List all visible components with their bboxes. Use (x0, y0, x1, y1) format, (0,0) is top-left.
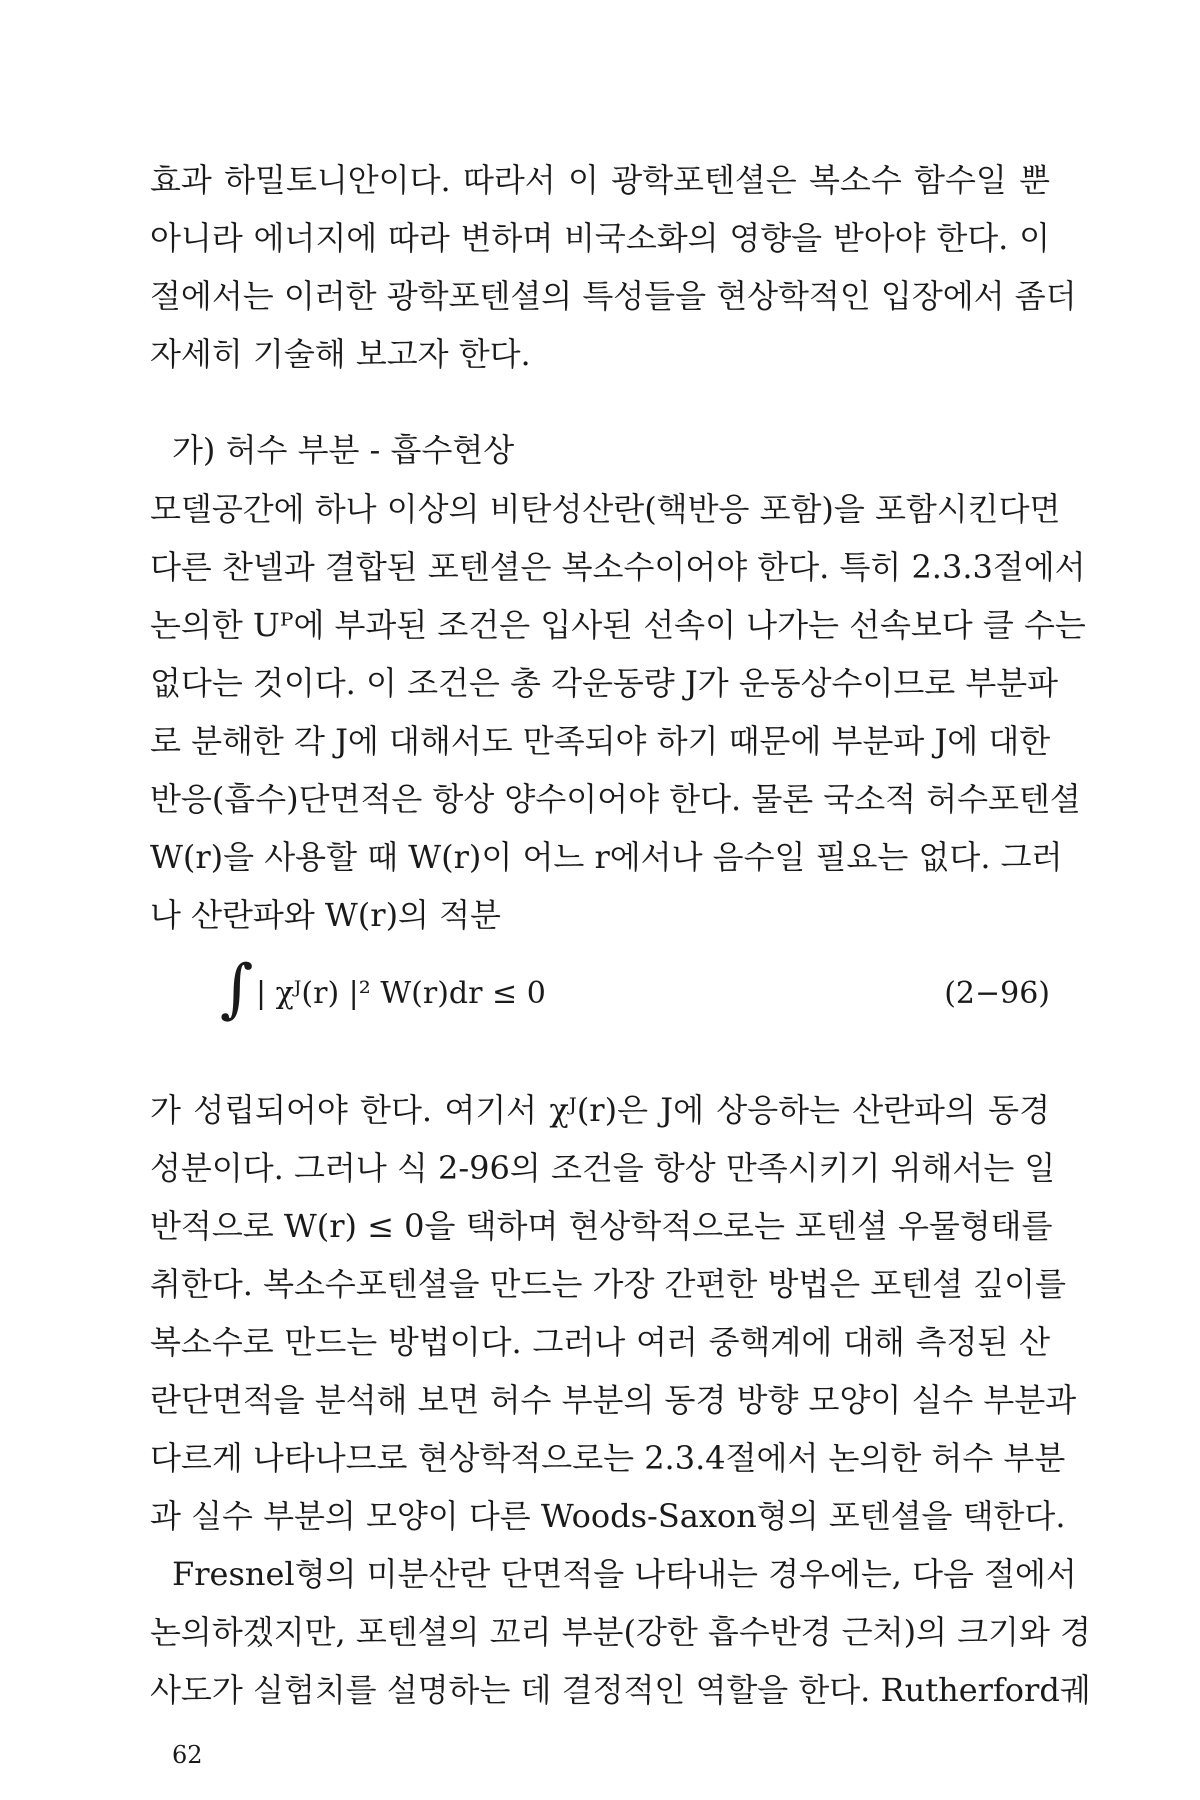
paragraph-3-line-5: 복소수로 만드는 방법이다. 그러나 여러 중핵계에 대해 측정된 산 (150, 1323, 1050, 1361)
equation-expression: | χᴶ(r) |² W(r)dr ≤ 0 (256, 976, 546, 1011)
paragraph-4-line-2: 논의하겠지만, 포텐셜의 꼬리 부분(강한 흡수반경 근처)의 크기와 경 (150, 1613, 1091, 1651)
paragraph-3-line-7: 다르게 나타나므로 현상학적으로는 2.3.4절에서 논의한 허수 부분 (150, 1439, 1066, 1477)
paragraph-3-line-1: 가 성립되어야 한다. 여기서 χᴶ(r)은 J에 상응하는 산란파의 동경 (150, 1091, 1050, 1129)
paragraph-4-line-3: 사도가 실험치를 설명하는 데 결정적인 역할을 한다. Rutherford궤 (150, 1671, 1091, 1709)
paragraph-1-line-2: 아니라 에너지에 따라 변하며 비국소화의 영향을 받아야 한다. 이 (150, 219, 1050, 257)
section-heading: 가) 허수 부분 - 흡수현상 (172, 431, 515, 469)
document-page (150, 0, 1091, 1800)
paragraph-2-line-1: 모델공간에 하나 이상의 비탄성산란(핵반응 포함)을 포함시킨다면 (150, 490, 1061, 528)
paragraph-2-line-2: 다른 찬넬과 결합된 포텐셜은 복소수이어야 한다. 특히 2.3.3절에서 (150, 548, 1086, 586)
paragraph-2-line-4: 없다는 것이다. 이 조건은 총 각운동량 J가 운동상수이므로 부분파 (150, 664, 1059, 702)
paragraph-3-line-3: 반적으로 W(r) ≤ 0을 택하며 현상학적으로는 포텐셜 우물형태를 (150, 1207, 1053, 1245)
paragraph-4-line-1: Fresnel형의 미분산란 단면적을 나타내는 경우에는, 다음 절에서 (172, 1555, 1077, 1593)
paragraph-3-line-6: 란단면적을 분석해 보면 허수 부분의 동경 방향 모양이 실수 부분과 (150, 1381, 1077, 1419)
paragraph-2-line-8: 나 산란파와 W(r)의 적분 (150, 896, 501, 934)
page-number: 62 (172, 1741, 203, 1769)
paragraph-3-line-8: 과 실수 부분의 모양이 다른 Woods-Saxon형의 포텐셜을 택한다. (150, 1497, 1066, 1535)
integral-symbol: ∫ (220, 952, 254, 1026)
paragraph-2-line-5: 로 분해한 각 J에 대해서도 만족되야 하기 때문에 부분파 J에 대한 (150, 722, 1051, 760)
paragraph-1-line-4: 자세히 기술해 보고자 한다. (150, 335, 531, 373)
paragraph-1-line-3: 절에서는 이러한 광학포텐셜의 특성들을 현상학적인 입장에서 좀더 (150, 277, 1077, 315)
equation-number: (2−96) (944, 976, 1050, 1011)
paragraph-1-line-1: 효과 하밀토니안이다. 따라서 이 광학포텐셜은 복소수 함수일 뿐 (150, 161, 1050, 199)
paragraph-2-line-3: 논의한 Uᴾ에 부과된 조건은 입사된 선속이 나가는 선속보다 클 수는 (150, 606, 1086, 644)
paragraph-3-line-4: 취한다. 복소수포텐셜을 만드는 가장 간편한 방법은 포텐셜 깊이를 (150, 1265, 1067, 1303)
paragraph-3-line-2: 성분이다. 그러나 식 2-96의 조건을 항상 만족시키기 위해서는 일 (150, 1149, 1056, 1187)
equation-2-96 (220, 952, 1050, 1032)
paragraph-2-line-6: 반응(흡수)단면적은 항상 양수이어야 한다. 물론 국소적 허수포텐셜 (150, 780, 1081, 818)
paragraph-2-line-7: W(r)을 사용할 때 W(r)이 어느 r에서나 음수일 필요는 없다. 그러 (150, 838, 1063, 876)
